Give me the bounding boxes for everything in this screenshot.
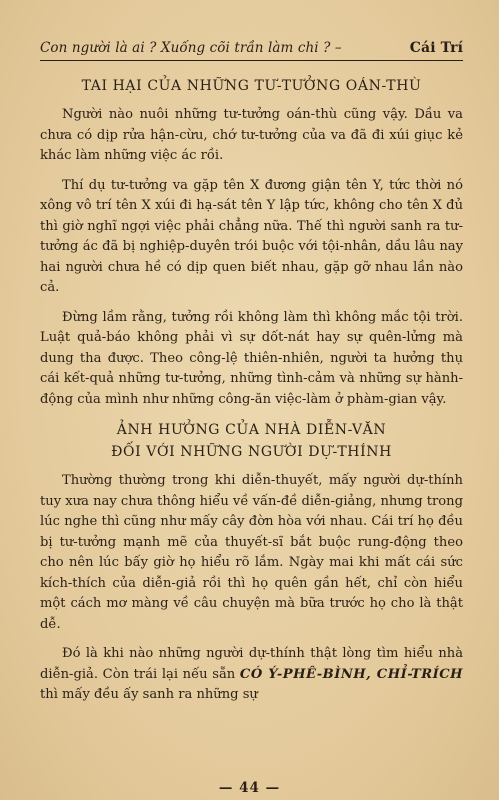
- running-header: [40, 40, 463, 61]
- emphasized-text: CÓ Ý-PHÊ-BÌNH, CHỈ-TRÍCH: [239, 666, 463, 682]
- paragraph: Thường thường trong khi diễn-thuyết, mấy người dự-thính tuy xưa nay chưa thông hiểu về vấn-đề diễn-giảng, nhưng trong lúc nghe thì cũng như mấy cây đờn hòa với nhau. Cái trí họ đều bị tư-tưởng mạnh mẽ của thuyết-sĩ bắt buộc rung-động theo cho nên lúc bấy giờ họ hiểu rõ lắm. Ngày mai khi mất cái sức kích-thích của diễn-giả rồi thì họ quên gần hết, chỉ còn hiểu một cách mơ màng về câu chuyện mà bữa trước họ cho là thật dễ.: [40, 473, 463, 632]
- header-author: Cái Trí: [409, 40, 463, 56]
- section-title-1: TAI HẠI CỦA NHỮNG TƯ-TƯỞNG OÁN-THÙ: [81, 78, 422, 94]
- page-number: — 44 —: [218, 780, 281, 796]
- paragraph-text: thì mấy đều ấy sanh ra những sự: [40, 687, 258, 702]
- paragraph-text: Đó là khi nào những người dự-thính thật lòng tìm hiểu nhà diễn-giả. Còn trái lại nếu sẵn: [40, 646, 463, 682]
- paragraph: Người nào nuôi những tư-tưởng oán-thù cũng vậy. Dầu va chưa có dịp rửa hận-cừu, chớ tư-tưởng của va đã đi xúi giục kẻ khác làm những việc ác rồi.: [40, 107, 463, 163]
- section-title-line: ẢNH HƯỞNG CỦA NHÀ DIỄN-VĂN: [116, 422, 387, 438]
- section-title-2: [40, 419, 463, 463]
- section-title-line: ĐỐI VỚI NHỮNG NGƯỜI DỰ-THÍNH: [111, 444, 392, 460]
- paragraph: Đừng lầm rằng, tưởng rồi không làm thì không mắc tội trời. Luật quả-báo không phải vì sự dốt-nát hay sự quên-lửng mà dung tha được. Theo công-lệ thiên-nhiên, người ta hưởng thụ cái kết-quả những tư-tưởng, những tình-cảm và những sự hành-động của mình như những công-ăn việc-làm ở phàm-gian vậy.: [40, 309, 463, 407]
- header-title: Con người là ai ? Xuống cõi trần làm chi ? –: [40, 40, 342, 56]
- paragraph: [40, 644, 463, 706]
- paragraph: Thí dụ tư-tưởng va gặp tên X đương giận tên Y, tức thời nó xông vô trí tên X xúi đi hạ-sát tên Y lập tức, không cho tên X đủ thì giờ nghĩ ngợi việc phải chẳng nữa. Thế thì người sanh ra tư-tưởng ác đã bị nghiệp-duyên trói buộc với tội-nhân, dầu lâu nay hai người chưa hề có dịp quen biết nhau, gặp gỡ nhau lần nào cả.: [40, 177, 463, 295]
